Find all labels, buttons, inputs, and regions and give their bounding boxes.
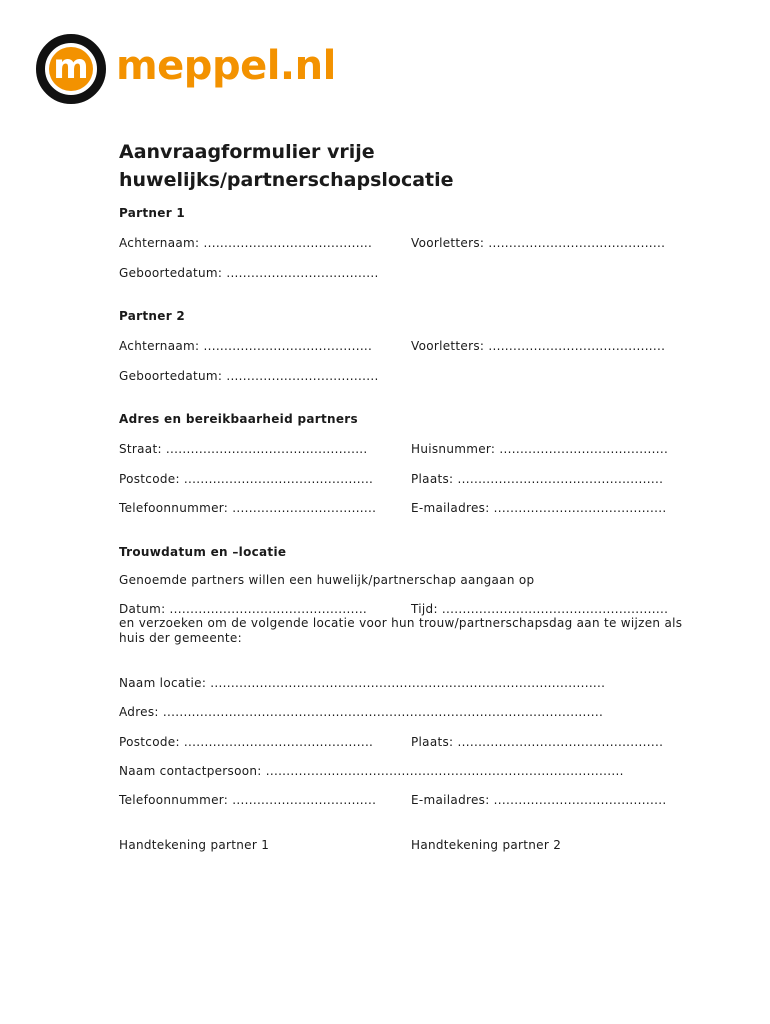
title-line-2: huwelijks/partnerschapslocatie bbox=[119, 169, 454, 191]
locatie-adres-field[interactable]: Adres: ........................................................................................................... bbox=[119, 705, 604, 719]
telefoonnummer-field[interactable]: Telefoonnummer: ................................... bbox=[119, 501, 377, 515]
logo-wordmark: meppel.nl bbox=[116, 43, 336, 89]
logo-mark-letter: m bbox=[49, 47, 93, 91]
contactpersoon-field[interactable]: Naam contactpersoon: ....................................................................................... bbox=[119, 764, 624, 778]
partner1-heading: Partner 1 bbox=[119, 206, 186, 220]
partner1-achternaam-field[interactable]: Achternaam: ......................................... bbox=[119, 236, 373, 250]
locatie-plaats-field[interactable]: Plaats: .................................................. bbox=[411, 735, 664, 749]
partner1-voorletters-field[interactable]: Voorletters: ........................................... bbox=[411, 236, 666, 250]
partner1-geboortedatum-field[interactable]: Geboortedatum: ..................................... bbox=[119, 266, 379, 280]
locatie-telefoon-field[interactable]: Telefoonnummer: ................................... bbox=[119, 793, 377, 807]
signature-partner1: Handtekening partner 1 bbox=[119, 838, 270, 852]
partner2-achternaam-field[interactable]: Achternaam: ......................................... bbox=[119, 339, 373, 353]
signature-partner2: Handtekening partner 2 bbox=[411, 838, 562, 852]
logo-mark bbox=[36, 34, 106, 104]
meppel-logo bbox=[36, 34, 356, 104]
title-line-1: Aanvraagformulier vrije bbox=[119, 141, 375, 163]
verzoek-text: en verzoeken om de volgende locatie voor hun trouw/partnerschapsdag aan te wijzen als huis der gemeente: bbox=[119, 616, 683, 645]
trouw-intro: Genoemde partners willen een huwelijk/partnerschap aangaan op bbox=[119, 573, 535, 587]
tijd-field[interactable]: Tijd: ....................................................... bbox=[411, 602, 669, 616]
emailadres-field[interactable]: E-mailadres: .......................................... bbox=[411, 501, 667, 515]
locatie-postcode-field[interactable]: Postcode: .............................................. bbox=[119, 735, 374, 749]
straat-field[interactable]: Straat: ................................................. bbox=[119, 442, 368, 456]
postcode-field[interactable]: Postcode: .............................................. bbox=[119, 472, 374, 486]
datum-field[interactable]: Datum: ................................................ bbox=[119, 602, 368, 616]
trouw-heading: Trouwdatum en –locatie bbox=[119, 545, 287, 559]
huisnummer-field[interactable]: Huisnummer: ......................................... bbox=[411, 442, 669, 456]
partner2-heading: Partner 2 bbox=[119, 309, 186, 323]
adres-heading: Adres en bereikbaarheid partners bbox=[119, 412, 358, 426]
page-title bbox=[119, 138, 679, 194]
naam-locatie-field[interactable]: Naam locatie: ................................................................................................ bbox=[119, 676, 606, 690]
partner2-voorletters-field[interactable]: Voorletters: ........................................... bbox=[411, 339, 666, 353]
plaats-field[interactable]: Plaats: .................................................. bbox=[411, 472, 664, 486]
locatie-email-field[interactable]: E-mailadres: .......................................... bbox=[411, 793, 667, 807]
partner2-geboortedatum-field[interactable]: Geboortedatum: ..................................... bbox=[119, 369, 379, 383]
